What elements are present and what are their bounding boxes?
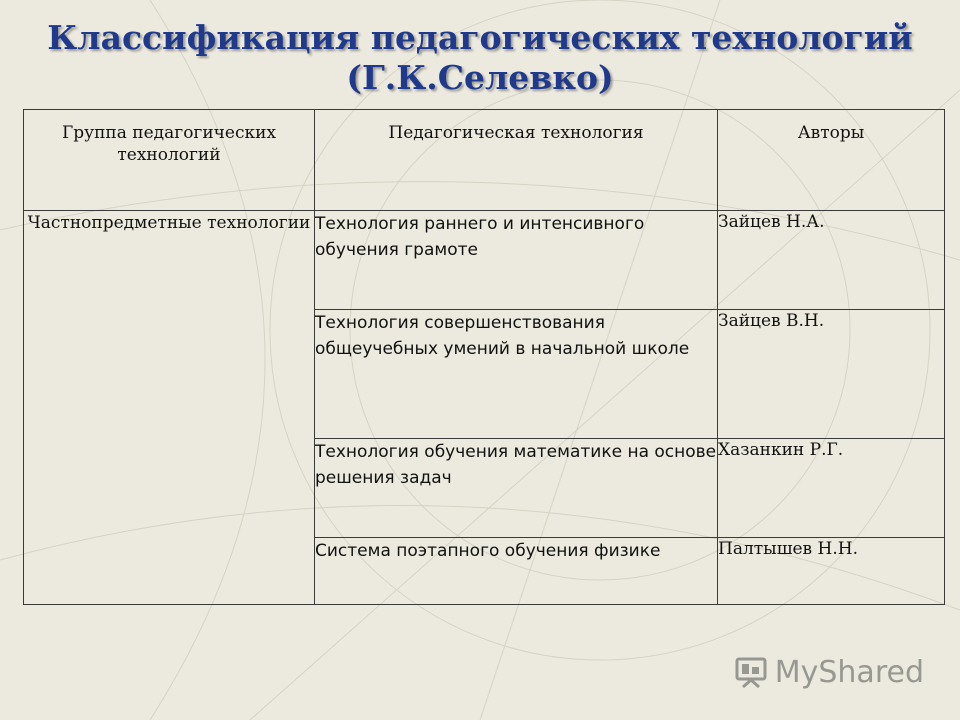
- group-cell: Частнопредметные технологии: [24, 211, 315, 605]
- author-cell: Хазанкин Р.Г.: [718, 439, 945, 538]
- header-technology: Педагогическая технология: [315, 110, 718, 211]
- technology-cell: Технология совершенствования общеучебных умений в начальной школе: [315, 310, 718, 439]
- technology-table: [23, 109, 945, 605]
- author-cell: Зайцев В.Н.: [718, 310, 945, 439]
- header-row: [24, 110, 945, 211]
- table-row: [24, 211, 945, 310]
- watermark: [733, 654, 924, 690]
- title-line-2: (Г.К.Селевко): [346, 58, 614, 97]
- author-cell: Зайцев Н.А.: [718, 211, 945, 310]
- technology-cell: Технология обучения математике на основе решения задач: [315, 439, 718, 538]
- presentation-board-icon: [733, 654, 769, 690]
- title-line-1: Классификация педагогических технологий: [47, 18, 913, 57]
- author-cell: Палтышев Н.Н.: [718, 538, 945, 605]
- header-authors: Авторы: [718, 110, 945, 211]
- slide-title: [0, 18, 960, 98]
- technology-cell: Технология раннего и интенсивного обучения грамоте: [315, 211, 718, 310]
- header-group: Группа педагогических технологий: [24, 110, 315, 211]
- technology-cell: Система поэтапного обучения физике: [315, 538, 718, 605]
- watermark-text: MyShared: [774, 654, 924, 690]
